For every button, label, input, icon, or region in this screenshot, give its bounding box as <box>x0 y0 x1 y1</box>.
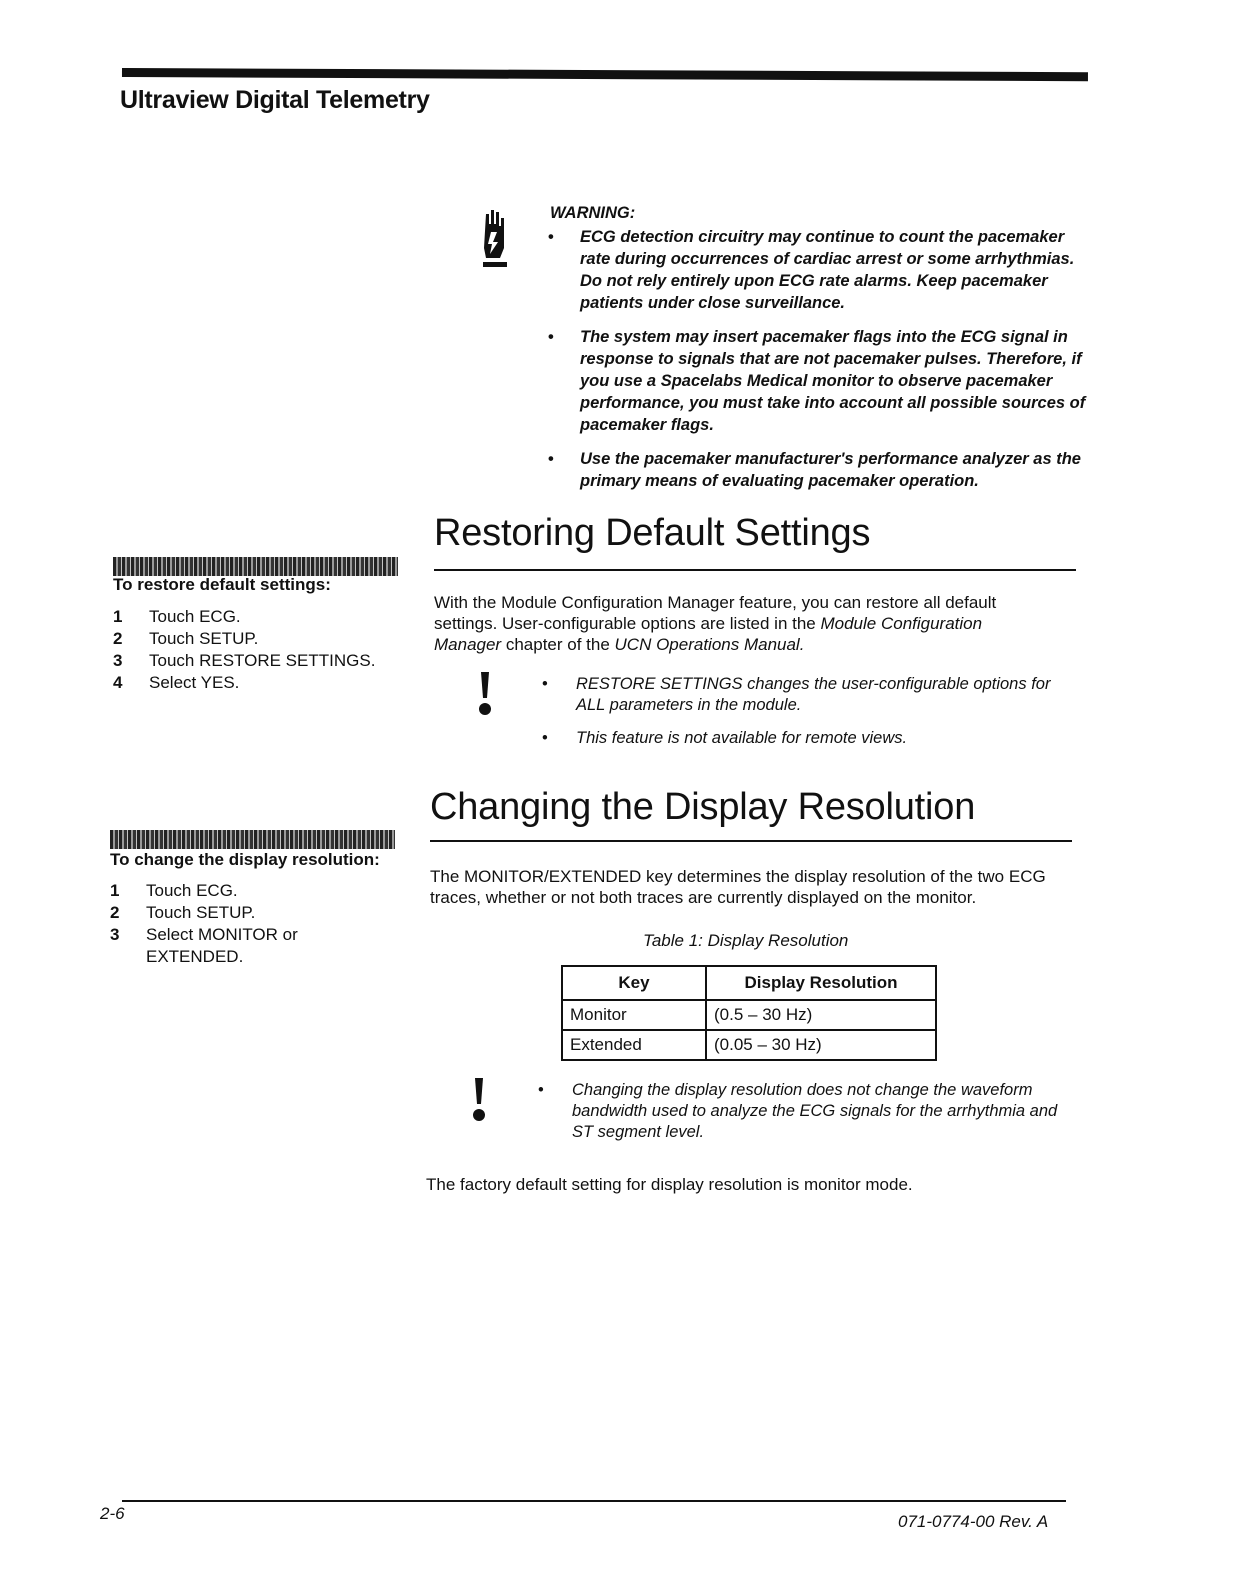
page-number: 2-6 <box>100 1504 125 1523</box>
step-item: 2 Touch SETUP. <box>110 903 256 922</box>
warning-item: • ECG detection circuitry may continue to count the pacemaker rate during occurrences of cardiac arrest or some arrhythmias. Do not rely entirely upon ECG rate alarms. Keep pacemaker patients under close surveillance. <box>548 226 1088 314</box>
step-item: 1 Touch ECG. <box>113 607 241 626</box>
table-cell: Monitor <box>562 1000 706 1030</box>
table-cell: Extended <box>562 1030 706 1060</box>
table-cell: (0.05 – 30 Hz) <box>706 1030 936 1060</box>
note-item: • Changing the display resolution does not change the waveform bandwidth used to analyze the ECG signals for the arrhythmia and ST segment level. <box>538 1080 1078 1143</box>
table-row <box>562 1030 936 1060</box>
warning-block <box>548 202 1088 504</box>
table-header-cell: Display Resolution <box>706 966 936 1000</box>
restore-steps <box>113 606 375 694</box>
page-header-title: Ultraview Digital Telemetry <box>120 86 430 114</box>
section-rule <box>430 840 1072 842</box>
table-cell: (0.5 – 30 Hz) <box>706 1000 936 1030</box>
warning-label: WARNING: <box>550 204 636 222</box>
header-rule <box>122 68 1088 81</box>
display-notes <box>538 1080 1078 1155</box>
caution-icon <box>476 672 494 716</box>
sidebar-bar <box>110 830 395 849</box>
table-caption: Table 1: Display Resolution <box>643 931 849 950</box>
table-header-cell: Key <box>562 966 706 1000</box>
section-rule <box>434 569 1076 571</box>
warning-item: • The system may insert pacemaker flags into the ECG signal in response to signals that are not pacemaker pulses. Therefore, if you use a Spacelabs Medical monitor to observe pacemaker performance, you must take into account all possible sources of pacemaker flags. <box>548 326 1088 436</box>
footer-rule <box>122 1500 1066 1502</box>
step-item: 3 Touch RESTORE SETTINGS. <box>113 651 376 670</box>
display-intro: The MONITOR/EXTENDED key determines the display resolution of the two ECG traces, whether or not both traces are currently displayed on the monitor. <box>430 867 1046 907</box>
restore-intro: With the Module Configuration Manager feature, you can restore all default settings. User-configurable options are listed in the Module Configuration Manager chapter of the UCN Operations Manual. <box>434 593 997 654</box>
step-item: 3 Select MONITOR or EXTENDED. <box>110 925 298 966</box>
sidebar-bar <box>113 557 398 576</box>
closing-text: The factory default setting for display resolution is monitor mode. <box>426 1175 913 1194</box>
display-steps <box>110 880 360 968</box>
warning-item: • Use the pacemaker manufacturer's performance analyzer as the primary means of evaluating pacemaker operation. <box>548 448 1088 492</box>
warning-hand-icon <box>478 208 512 272</box>
sidebar-title-restore: To restore default settings: <box>113 575 331 594</box>
note-item: • RESTORE SETTINGS changes the user-configurable options for ALL parameters in the module. <box>542 674 1082 716</box>
caution-icon <box>470 1078 488 1122</box>
step-item: 1 Touch ECG. <box>110 881 238 900</box>
section-heading-display: Changing the Display Resolution <box>430 786 976 828</box>
document-number: 071-0774-00 Rev. A <box>898 1512 1049 1531</box>
step-item: 2 Touch SETUP. <box>113 629 259 648</box>
section-heading-restore: Restoring Default Settings <box>434 512 871 554</box>
note-item: • This feature is not available for remote views. <box>542 728 1082 749</box>
restore-notes <box>542 674 1082 761</box>
step-item: 4 Select YES. <box>113 673 240 692</box>
display-resolution-table <box>561 965 937 1061</box>
sidebar-title-display: To change the display resolution: <box>110 850 380 869</box>
table-header-row <box>562 966 936 1000</box>
table-row <box>562 1000 936 1030</box>
